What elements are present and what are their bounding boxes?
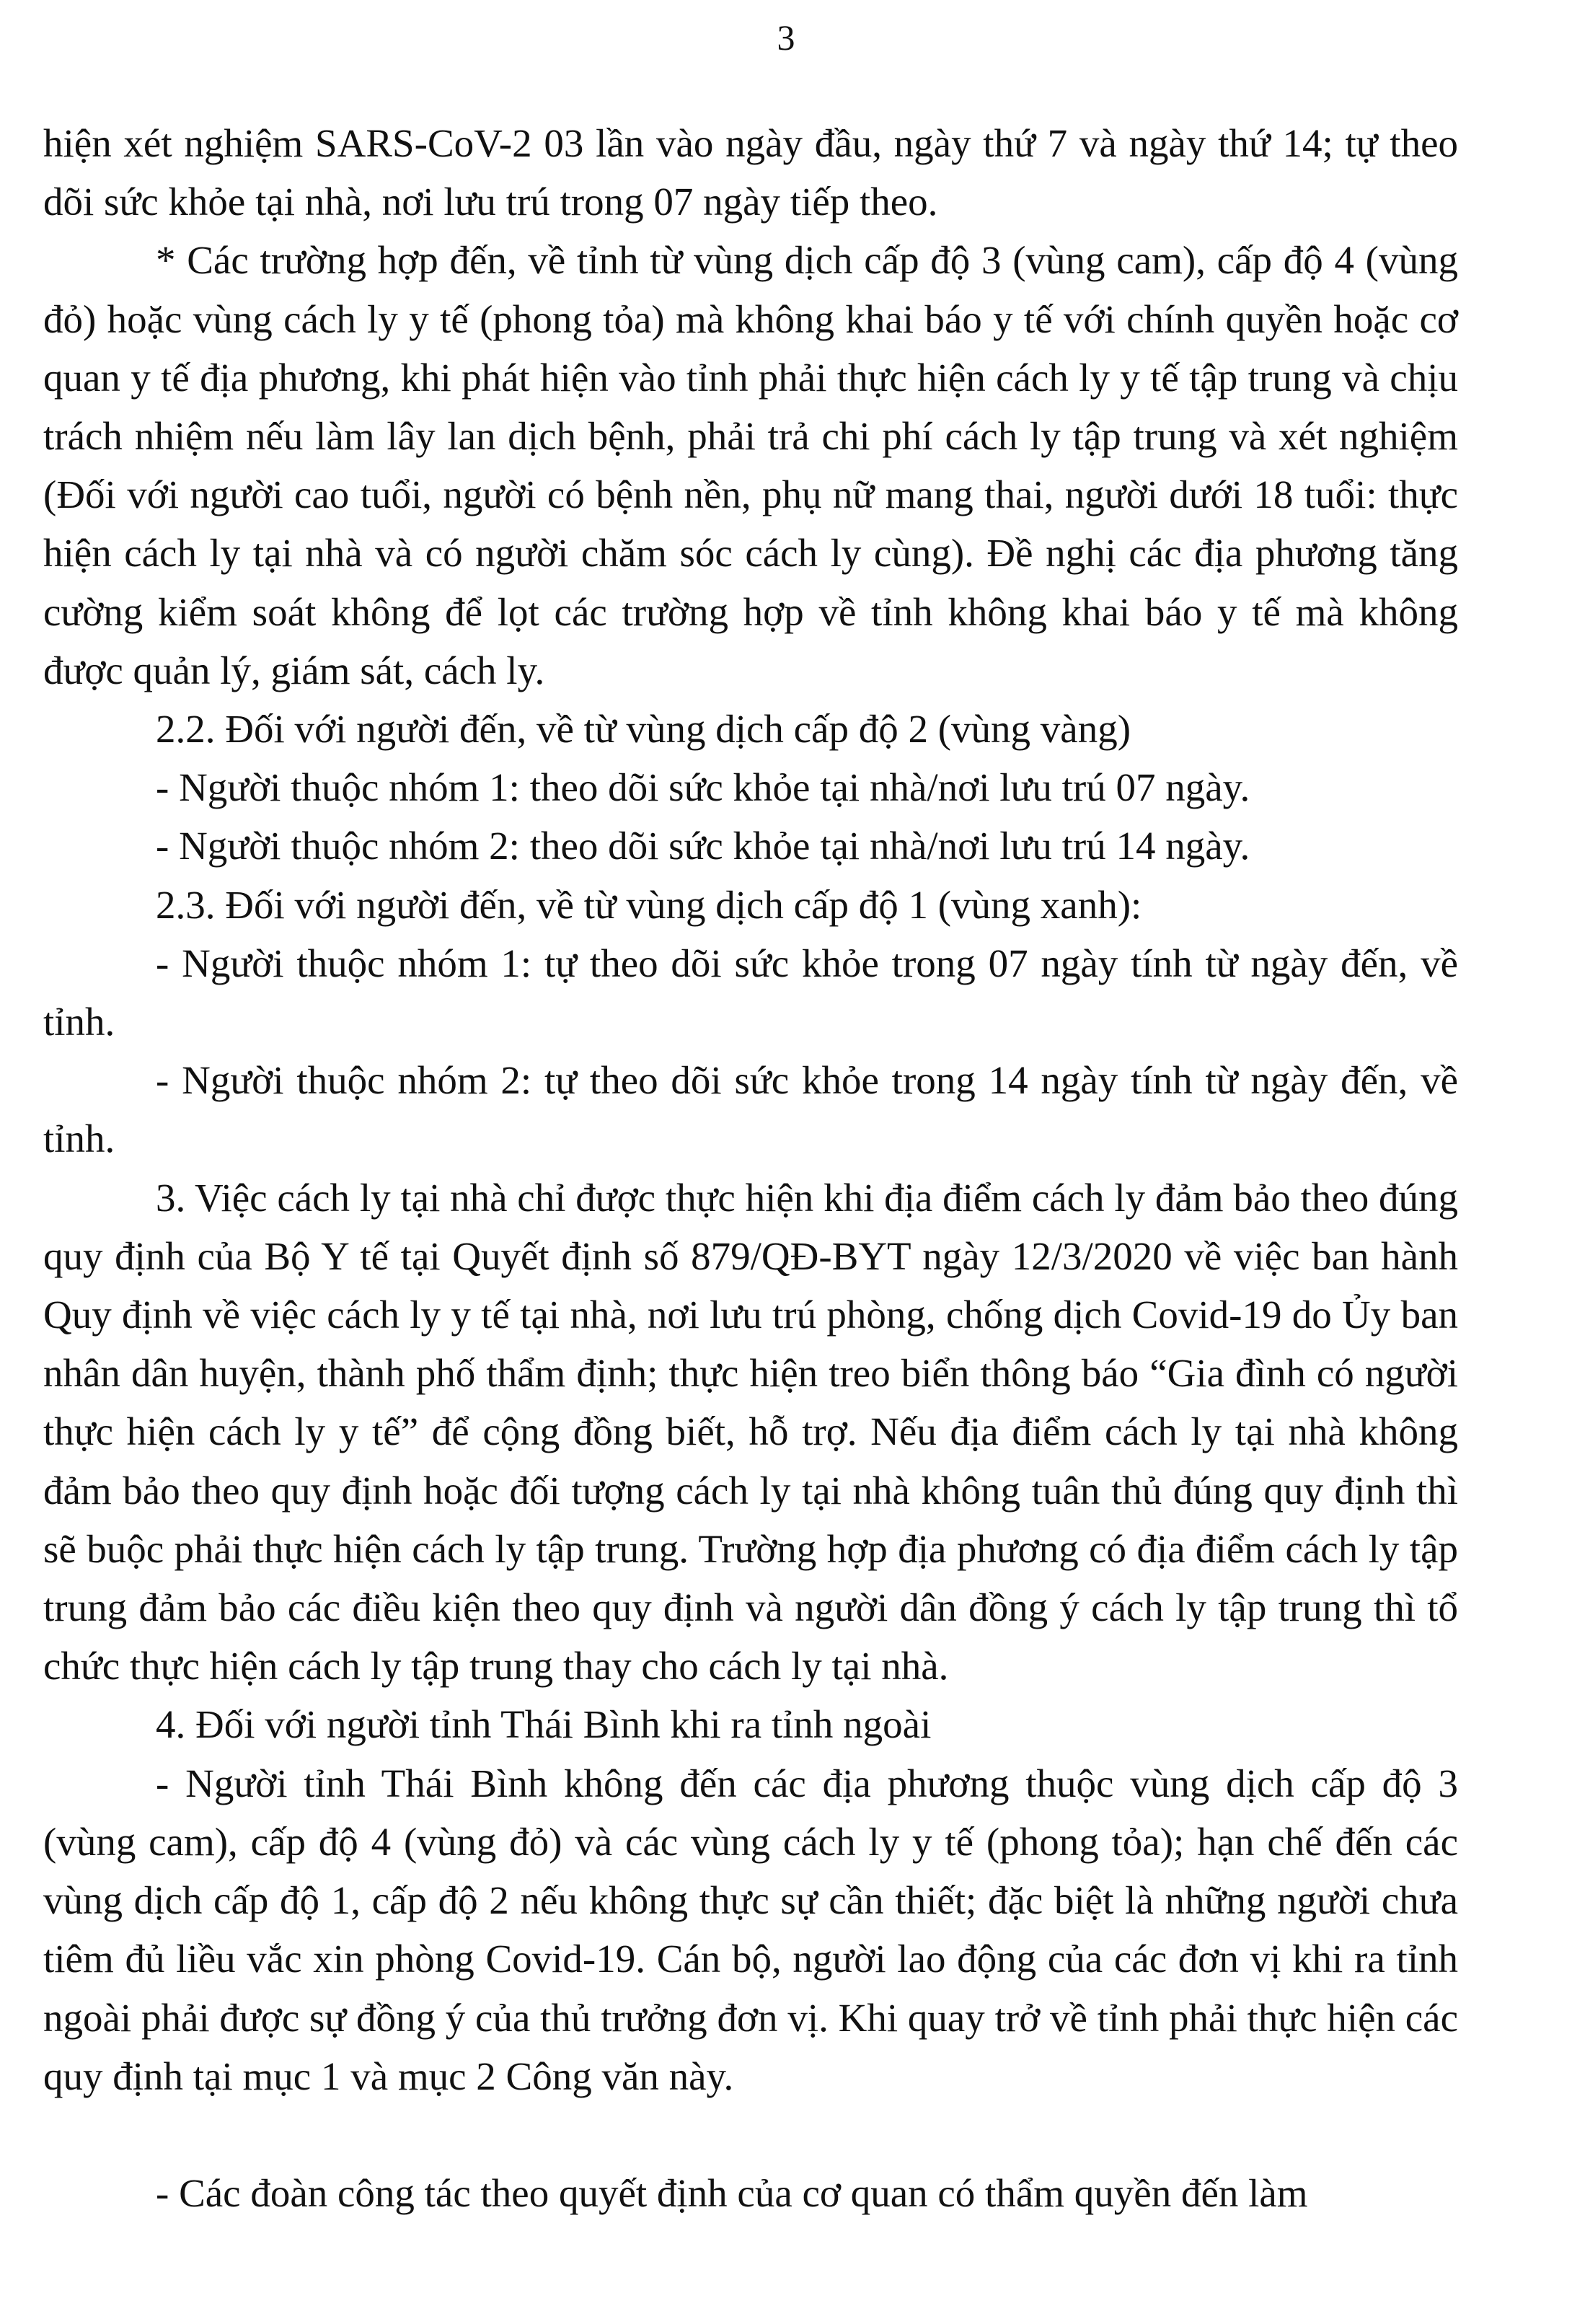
document-body — [43, 114, 1458, 2222]
list-item: - Người thuộc nhóm 2: tự theo dõi sức khỏe trong 14 ngày tính từ ngày đến, về tỉnh. — [43, 1058, 1458, 1161]
paragraph-continuation: hiện xét nghiệm SARS-CoV-2 03 lần vào ngày đầu, ngày thứ 7 và ngày thứ 14; tự theo dõi sức khỏe tại nhà, nơi lưu trú trong 07 ngày tiếp theo. — [43, 121, 1458, 224]
heading-2-2: 2.2. Đối với người đến, về từ vùng dịch cấp độ 2 (vùng vàng) — [156, 707, 1131, 752]
heading-2-3: 2.3. Đối với người đến, về từ vùng dịch cấp độ 1 (vùng xanh): — [156, 882, 1142, 927]
list-item: - Các đoàn công tác theo quyết định của cơ quan có thẩm quyền đến làm — [156, 2170, 1308, 2215]
list-item: - Người tỉnh Thái Bình không đến các địa phương thuộc vùng dịch cấp độ 3 (vùng cam), cấp độ 4 (vùng đỏ) và các vùng cách ly y tế (phong tỏa); hạn chế đến các vùng dịch cấp độ 1, cấp độ 2 nếu không thực sự cần thiết; đặc biệt là những người chưa tiêm đủ liều vắc xin phòng Covid-19. Cán bộ, người lao động của các đơn vị khi ra tỉnh ngoài phải được sự đồng ý của thủ trưởng đơn vị. Khi quay trở về tỉnh phải thực hiện các quy định tại mục 1 và mục 2 Công văn này. — [43, 1761, 1458, 2098]
blank-line — [43, 2105, 1458, 2164]
paragraph-undeclared-cases: * Các trường hợp đến, về tỉnh từ vùng dịch cấp độ 3 (vùng cam), cấp độ 4 (vùng đỏ) hoặc vùng cách ly y tế (phong tỏa) mà không khai báo y tế với chính quyền hoặc cơ quan y tế địa phương, khi phát hiện vào tỉnh phải thực hiện cách ly y tế tập trung và chịu trách nhiệm nếu làm lây lan dịch bệnh, phải trả chi phí cách ly tập trung và xét nghiệm (Đối với người cao tuổi, người có bệnh nền, phụ nữ mang thai, người dưới 18 tuổi: thực hiện cách ly tại nhà và có người chăm sóc cách ly cùng). Đề nghị các địa phương tăng cường kiểm soát không để lọt các trường hợp về tỉnh không khai báo y tế mà không được quản lý, giám sát, cách ly. — [43, 238, 1458, 692]
paragraph-section-3: 3. Việc cách ly tại nhà chỉ được thực hiện khi địa điểm cách ly đảm bảo theo đúng quy định của Bộ Y tế tại Quyết định số 879/QĐ-BYT ngày 12/3/2020 về việc ban hành Quy định về việc cách ly y tế tại nhà, nơi lưu trú phòng, chống dịch Covid-19 do Ủy ban nhân dân huyện, thành phố thẩm định; thực hiện treo biển thông báo “Gia đình có người thực hiện cách ly y tế” để cộng đồng biết, hỗ trợ. Nếu địa điểm cách ly tại nhà không đảm bảo theo quy định hoặc đối tượng cách ly tại nhà không tuân thủ đúng quy định thì sẽ buộc phải thực hiện cách ly tập trung. Trường hợp địa phương có địa điểm cách ly tập trung đảm bảo các điều kiện theo quy định và người dân đồng ý cách ly tập trung thì tổ chức thực hiện cách ly tập trung thay cho cách ly tại nhà. — [43, 1175, 1458, 1689]
list-item: - Người thuộc nhóm 1: theo dõi sức khỏe tại nhà/nơi lưu trú 07 ngày. — [156, 765, 1250, 810]
heading-section-4: 4. Đối với người tỉnh Thái Bình khi ra tỉnh ngoài — [156, 1702, 932, 1747]
page-number: 3 — [777, 17, 795, 58]
list-item: - Người thuộc nhóm 2: theo dõi sức khỏe tại nhà/nơi lưu trú 14 ngày. — [156, 824, 1250, 868]
list-item: - Người thuộc nhóm 1: tự theo dõi sức khỏe trong 07 ngày tính từ ngày đến, về tỉnh. — [43, 941, 1458, 1044]
